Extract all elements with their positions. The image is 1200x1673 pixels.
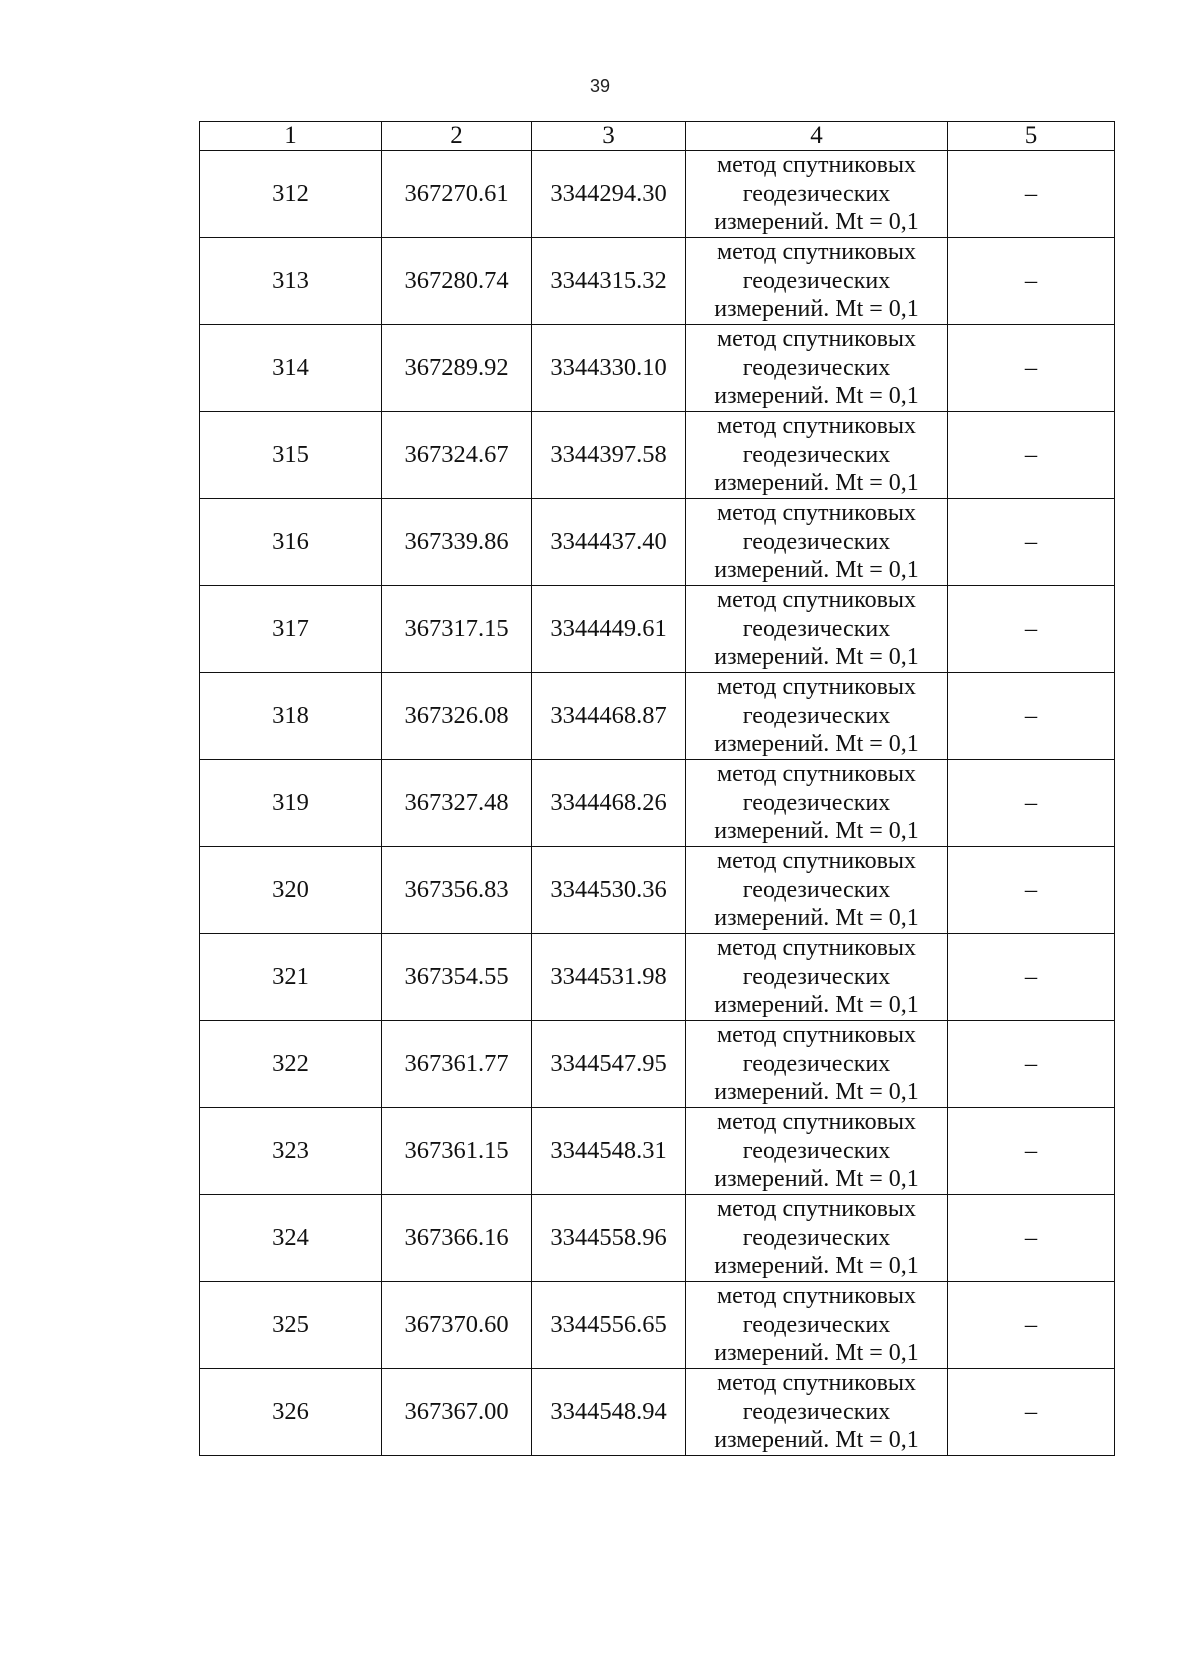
table-row (200, 1369, 1115, 1456)
point-number-cell: 318 (200, 673, 382, 760)
method-cell: метод спутниковых геодезических измерений. Mt = 0,1 (686, 238, 948, 325)
method-cell: метод спутниковых геодезических измерений. Mt = 0,1 (686, 1021, 948, 1108)
method-cell: метод спутниковых геодезических измерений. Mt = 0,1 (686, 151, 948, 238)
point-number-cell: 322 (200, 1021, 382, 1108)
table-row (200, 586, 1115, 673)
point-number-cell: 314 (200, 325, 382, 412)
y-coordinate-cell: 3344531.98 (532, 934, 686, 1021)
note-cell: – (948, 1282, 1115, 1369)
method-cell: метод спутниковых геодезических измерений. Mt = 0,1 (686, 1369, 948, 1456)
method-cell: метод спутниковых геодезических измерений. Mt = 0,1 (686, 1195, 948, 1282)
column-header-3: 3 (532, 122, 686, 151)
point-number-cell: 323 (200, 1108, 382, 1195)
table-row (200, 499, 1115, 586)
point-number-cell: 326 (200, 1369, 382, 1456)
table-row (200, 934, 1115, 1021)
x-coordinate-cell: 367367.00 (382, 1369, 532, 1456)
column-header-2: 2 (382, 122, 532, 151)
method-cell: метод спутниковых геодезических измерений. Mt = 0,1 (686, 1282, 948, 1369)
table-row (200, 1282, 1115, 1369)
table-row (200, 1108, 1115, 1195)
y-coordinate-cell: 3344437.40 (532, 499, 686, 586)
note-cell: – (948, 934, 1115, 1021)
x-coordinate-cell: 367354.55 (382, 934, 532, 1021)
point-number-cell: 312 (200, 151, 382, 238)
column-header-5: 5 (948, 122, 1115, 151)
method-cell: метод спутниковых геодезических измерений. Mt = 0,1 (686, 847, 948, 934)
table-row (200, 847, 1115, 934)
x-coordinate-cell: 367326.08 (382, 673, 532, 760)
method-cell: метод спутниковых геодезических измерений. Mt = 0,1 (686, 412, 948, 499)
column-header-4: 4 (686, 122, 948, 151)
y-coordinate-cell: 3344547.95 (532, 1021, 686, 1108)
note-cell: – (948, 1369, 1115, 1456)
x-coordinate-cell: 367366.16 (382, 1195, 532, 1282)
note-cell: – (948, 412, 1115, 499)
table-body (200, 151, 1115, 1456)
note-cell: – (948, 1108, 1115, 1195)
note-cell: – (948, 760, 1115, 847)
x-coordinate-cell: 367361.77 (382, 1021, 532, 1108)
note-cell: – (948, 1195, 1115, 1282)
method-cell: метод спутниковых геодезических измерений. Mt = 0,1 (686, 325, 948, 412)
table-row (200, 325, 1115, 412)
y-coordinate-cell: 3344558.96 (532, 1195, 686, 1282)
table-row (200, 1195, 1115, 1282)
point-number-cell: 321 (200, 934, 382, 1021)
note-cell: – (948, 325, 1115, 412)
page-number: 39 (589, 76, 611, 96)
y-coordinate-cell: 3344548.31 (532, 1108, 686, 1195)
y-coordinate-cell: 3344468.26 (532, 760, 686, 847)
table-row (200, 760, 1115, 847)
point-number-cell: 313 (200, 238, 382, 325)
point-number-cell: 316 (200, 499, 382, 586)
x-coordinate-cell: 367327.48 (382, 760, 532, 847)
y-coordinate-cell: 3344315.32 (532, 238, 686, 325)
x-coordinate-cell: 367270.61 (382, 151, 532, 238)
point-number-cell: 325 (200, 1282, 382, 1369)
point-number-cell: 319 (200, 760, 382, 847)
note-cell: – (948, 586, 1115, 673)
table-row (200, 1021, 1115, 1108)
y-coordinate-cell: 3344330.10 (532, 325, 686, 412)
point-number-cell: 315 (200, 412, 382, 499)
table-header (200, 122, 1115, 151)
method-cell: метод спутниковых геодезических измерений. Mt = 0,1 (686, 499, 948, 586)
table-row (200, 673, 1115, 760)
table-row (200, 238, 1115, 325)
note-cell: – (948, 1021, 1115, 1108)
x-coordinate-cell: 367370.60 (382, 1282, 532, 1369)
x-coordinate-cell: 367361.15 (382, 1108, 532, 1195)
point-number-cell: 317 (200, 586, 382, 673)
note-cell: – (948, 847, 1115, 934)
y-coordinate-cell: 3344548.94 (532, 1369, 686, 1456)
header-row (200, 122, 1115, 151)
note-cell: – (948, 673, 1115, 760)
x-coordinate-cell: 367339.86 (382, 499, 532, 586)
x-coordinate-cell: 367289.92 (382, 325, 532, 412)
point-number-cell: 320 (200, 847, 382, 934)
method-cell: метод спутниковых геодезических измерений. Mt = 0,1 (686, 934, 948, 1021)
x-coordinate-cell: 367280.74 (382, 238, 532, 325)
point-number-cell: 324 (200, 1195, 382, 1282)
method-cell: метод спутниковых геодезических измерений. Mt = 0,1 (686, 1108, 948, 1195)
note-cell: – (948, 499, 1115, 586)
x-coordinate-cell: 367317.15 (382, 586, 532, 673)
y-coordinate-cell: 3344530.36 (532, 847, 686, 934)
x-coordinate-cell: 367324.67 (382, 412, 532, 499)
note-cell: – (948, 151, 1115, 238)
table-row (200, 151, 1115, 238)
table-row (200, 412, 1115, 499)
y-coordinate-cell: 3344294.30 (532, 151, 686, 238)
method-cell: метод спутниковых геодезических измерений. Mt = 0,1 (686, 586, 948, 673)
method-cell: метод спутниковых геодезических измерений. Mt = 0,1 (686, 760, 948, 847)
x-coordinate-cell: 367356.83 (382, 847, 532, 934)
y-coordinate-cell: 3344468.87 (532, 673, 686, 760)
method-cell: метод спутниковых геодезических измерений. Mt = 0,1 (686, 673, 948, 760)
y-coordinate-cell: 3344397.58 (532, 412, 686, 499)
coordinates-table (199, 121, 1115, 1456)
y-coordinate-cell: 3344449.61 (532, 586, 686, 673)
column-header-1: 1 (200, 122, 382, 151)
y-coordinate-cell: 3344556.65 (532, 1282, 686, 1369)
note-cell: – (948, 238, 1115, 325)
